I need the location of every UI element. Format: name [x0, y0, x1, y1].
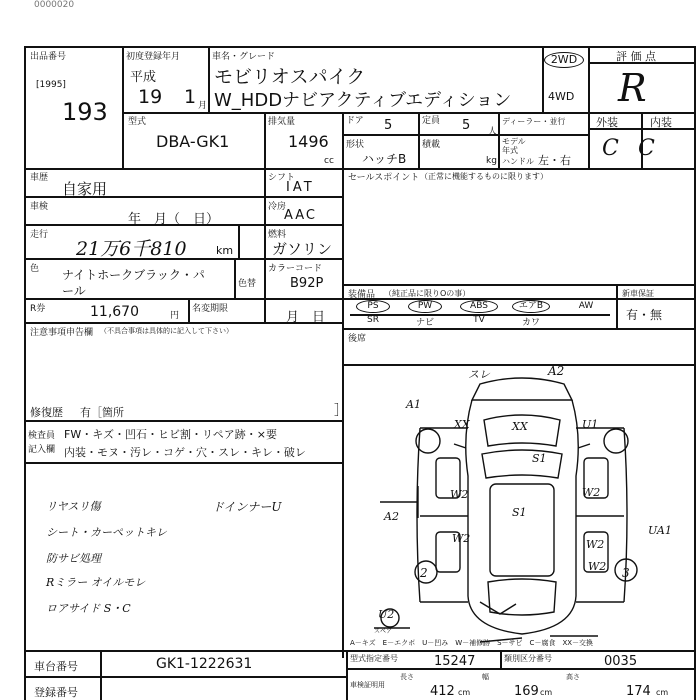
sales-note: （正常に機能するものに限ります） [420, 172, 548, 181]
class-no-value: 0035 [604, 654, 638, 669]
type-no-value: 15247 [434, 654, 476, 669]
grid-line [264, 112, 266, 168]
ac-value: AAC [284, 208, 317, 223]
mark-13: A2 [384, 510, 399, 523]
shift-label: シフト [268, 173, 296, 183]
mark-7: S1 [532, 452, 547, 465]
lot-label: 出品番号 [30, 52, 67, 62]
ext-label: 外装 [596, 116, 618, 129]
length-label: 長さ [400, 673, 414, 681]
mark-4: XX [454, 418, 470, 431]
roof [490, 484, 554, 576]
mark-18: U2 [378, 608, 395, 621]
note-5: ロアサイド S・C [46, 602, 131, 615]
rating-label: 評 価 点 [616, 50, 656, 63]
note-1: リヤスリ傷 [46, 500, 101, 513]
repair-value: 有［箇所 [80, 406, 124, 419]
mileage-unit: km [216, 244, 234, 257]
doors-value: 5 [384, 118, 393, 133]
repair-label: 修復歴 [30, 406, 63, 419]
class-no-label: 類別区分番号 [504, 654, 552, 663]
repair-bracket: ］ [334, 403, 348, 419]
fuel-label: 燃料 [268, 230, 287, 240]
grid-line [238, 224, 240, 258]
frame-left [24, 46, 26, 700]
equip-navi: ナビ [415, 318, 434, 328]
sales-label: セールスポイント [348, 173, 420, 183]
capacity-label: 定員 [422, 116, 441, 126]
model-value: DBA-GK1 [156, 132, 230, 151]
grid-line [500, 650, 502, 668]
load-unit: kg [486, 156, 497, 166]
grid-line [342, 298, 344, 658]
mark-17: 3 [622, 566, 630, 580]
length-value: 412 [430, 684, 455, 699]
color-value-2: ール [62, 284, 86, 298]
grid-line [24, 676, 346, 678]
name-label: 車名・グレード [212, 52, 276, 62]
grid-line [188, 298, 190, 322]
inspector-label-1: 検査員 [28, 431, 56, 441]
shift-value: IAT [286, 180, 315, 195]
equip-pw: PW [408, 300, 442, 313]
color-value-1: ナイトホークブラック・パ [62, 268, 205, 282]
capacity-unit: 人 [488, 127, 498, 137]
handle-label: ハンドル [502, 157, 534, 166]
height-unit: cm [656, 688, 669, 697]
grid-line [342, 134, 588, 136]
rfee-value: 11,670 [90, 304, 139, 320]
color-change-label: 色替 [238, 279, 257, 289]
drive-2wd: 2WD [544, 52, 584, 68]
frame-no-value: GK1-1222631 [156, 656, 253, 672]
inspector-label-2: 記入欄 [28, 445, 56, 455]
windshield [482, 450, 562, 478]
disp-value: 1496 [288, 132, 329, 151]
type-no-label: 型式指定番号 [350, 654, 398, 663]
reg-no-label: 登録番号 [34, 686, 78, 699]
height-value: 174 [626, 684, 651, 699]
grid-line [346, 650, 348, 700]
equip-label: 装備品 [348, 290, 376, 300]
equip-sr: SR [367, 315, 379, 325]
note-6: ドインナーU [212, 500, 282, 514]
drive-4wd: 4WD [548, 90, 575, 103]
equip-abs: ABS [460, 300, 498, 313]
height-label: 高さ [566, 673, 580, 681]
width-label: 幅 [482, 673, 489, 681]
grid-line [616, 284, 618, 328]
equip-leather: カワ [521, 318, 540, 328]
rfee-label: R券 [30, 304, 46, 314]
seat-label: 後席 [348, 334, 367, 344]
dims-label: 車検証明用 [350, 681, 385, 689]
load-label: 積載 [422, 140, 441, 150]
caution-label: 注意事項申告欄 [30, 328, 94, 338]
mark-6: U1 [582, 418, 599, 431]
mark-15: W2 [588, 560, 607, 573]
lot-number: 193 [62, 98, 108, 126]
model-label: 型式 [128, 117, 147, 127]
frame-right [694, 46, 696, 700]
inspector-row-2: 内装・モヌ・汚レ・コゲ・穴・スレ・キレ・破レ [64, 446, 306, 459]
grid-line [24, 462, 342, 464]
equip-airbag: エアB [512, 300, 550, 313]
rating-score: R [618, 66, 647, 110]
shape-label: 形状 [346, 140, 365, 150]
mark-8: W2 [450, 488, 469, 501]
grid-line [24, 420, 342, 422]
spare-label: スペア [374, 628, 393, 635]
grid-line [122, 46, 124, 168]
meigi-label: 名変期限 [192, 304, 229, 314]
handle-value: 左・右 [538, 154, 571, 167]
mileage-label: 走行 [30, 230, 49, 240]
car-grade: W_HDDナビアクティブエディション [214, 90, 512, 111]
note-2: シート・カーペットキレ [46, 526, 167, 539]
shape-value: ハッチB [362, 152, 407, 166]
ac-label: 冷房 [268, 202, 287, 212]
inspector-row-1: FW・キズ・凹石・ヒビ割・リペア跡・×要 [64, 428, 277, 441]
equip-tv: TV [473, 315, 485, 325]
disp-label: 排気量 [268, 117, 296, 127]
grid-line [208, 46, 210, 112]
reg-era: 平成 [130, 70, 157, 85]
dealer-label: ディーラー・並行 [502, 117, 566, 126]
car-name: モビリオスパイク [214, 66, 366, 88]
mileage-value: 21万6千810 [76, 238, 187, 260]
inspection-value: 年 月（ 日） [128, 212, 220, 227]
meigi-value: 月 日 [286, 310, 326, 325]
rfee-unit: 円 [170, 311, 180, 321]
width-unit: cm [540, 688, 553, 697]
year-label: 初度登録年月 [126, 52, 181, 62]
grid-line [24, 650, 694, 652]
mark-10: UA1 [648, 524, 672, 537]
usage-label: 車歴 [30, 173, 49, 183]
reg-month-unit: 月 [198, 101, 208, 111]
grid-line [100, 650, 102, 700]
inspection-label: 車検 [30, 202, 49, 212]
note-4: Rミラー オイルモレ [46, 576, 146, 589]
new-warranty-label: 新車保証 [622, 289, 654, 298]
capacity-value: 5 [462, 118, 471, 133]
mark-5: XX [512, 420, 528, 433]
frame-no-label: 車台番号 [34, 660, 78, 673]
color-code-label: カラーコード [268, 264, 323, 274]
grid-line [346, 668, 694, 670]
rear-window [488, 579, 556, 615]
mark-1: スレ [468, 368, 490, 381]
usage-value: 自家用 [62, 180, 108, 198]
equip-ps: PS [356, 300, 390, 313]
equip-aw: AW [578, 301, 594, 311]
top-serial: 0000020 [34, 0, 75, 10]
mark-11: W2 [452, 532, 471, 545]
color-label: 色 [30, 264, 40, 274]
caution-note: （不具合事項は具体的に記入して下さい） [100, 327, 233, 335]
grid-line [342, 284, 694, 286]
new-warranty-value: 有・無 [626, 308, 663, 322]
model-year-label: モデル 年式 [502, 137, 526, 155]
grid-line [588, 46, 590, 168]
grid-line [498, 112, 500, 168]
width-value: 169 [514, 684, 539, 699]
disp-unit: cc [324, 156, 334, 166]
mark-12: W2 [586, 538, 605, 551]
grid-line [542, 46, 544, 112]
fuel-value: ガソリン [272, 240, 333, 258]
ext-value: C [602, 136, 619, 161]
mark-2: A2 [548, 364, 565, 378]
color-code: B92P [290, 276, 324, 291]
int-label: 内装 [650, 116, 672, 129]
note-3: 防サビ処理 [46, 552, 101, 565]
reg-year: 19 [138, 86, 163, 108]
mark-3: A1 [406, 398, 421, 411]
frame-top [24, 46, 696, 48]
mark-14: S1 [512, 506, 527, 519]
grid-line [342, 328, 694, 330]
doors-label: ドア [346, 116, 364, 126]
grid-line [342, 112, 344, 168]
mark-9: W2 [582, 486, 601, 499]
grid-line [234, 258, 236, 298]
mark-16: 2 [420, 566, 428, 580]
int-value: C [638, 136, 655, 161]
reg-month: 1 [184, 86, 197, 108]
lot-ref: [1995] [36, 80, 66, 90]
grid-line [418, 112, 420, 168]
legend: A－キズ E－エクボ U－凹み W－補修跡 S－サビ C－腐食 XX－交換 [350, 639, 594, 647]
length-unit: cm [458, 688, 471, 697]
equip-note: （純正品に限りOの事） [384, 289, 471, 298]
